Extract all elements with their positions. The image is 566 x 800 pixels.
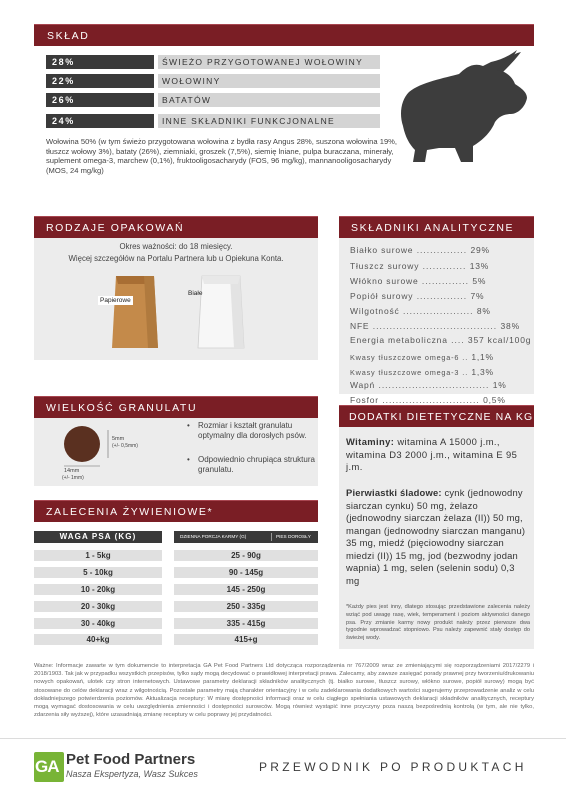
analytical-name: Wapń bbox=[350, 380, 376, 390]
analytical-header bbox=[339, 216, 534, 238]
footer-brand: Pet Food Partners bbox=[66, 751, 196, 768]
feeding-weight-cell: 5 - 10kg bbox=[34, 567, 162, 578]
analytical-row bbox=[350, 276, 486, 286]
composition-pct: 24% bbox=[46, 114, 154, 128]
trace-block bbox=[346, 487, 530, 587]
analytical-name: Wilgotność bbox=[350, 306, 400, 316]
analytical-name: Kwasy tłuszczowe omega-3 bbox=[350, 368, 460, 377]
analytical-dots: ............................. bbox=[378, 395, 484, 405]
footer-guide-title: PRZEWODNIK PO PRODUKTACH bbox=[259, 760, 527, 774]
feeding-col-daily: DZIENNA PORCJA KARMY (G) bbox=[180, 534, 247, 539]
white-bag-label: Białe bbox=[188, 290, 203, 297]
composition-row bbox=[46, 114, 380, 128]
feeding-grams-cell: 25 - 90g bbox=[174, 550, 318, 561]
analytical-value: 8% bbox=[476, 306, 491, 316]
feeding-col-weight: WAGA PSA (KG) bbox=[34, 531, 162, 543]
analytical-value: 1,1% bbox=[471, 352, 494, 362]
kibble-bullet-1: Rozmiar i kształt granulatu optymalny dla dorosłych psów. bbox=[198, 421, 307, 440]
analytical-value: 0,5% bbox=[483, 395, 506, 405]
kibble-height-tol: (+/- 0,5mm) bbox=[112, 443, 138, 449]
analytical-name: Fosfor bbox=[350, 395, 379, 405]
analytical-value: 29% bbox=[470, 245, 490, 255]
analytical-row bbox=[350, 291, 484, 301]
analytical-value: 13% bbox=[469, 261, 490, 271]
composition-pct: 26% bbox=[46, 93, 154, 107]
analytical-row bbox=[350, 321, 520, 331]
analytical-dots: .. bbox=[459, 353, 472, 362]
feeding-col-divider bbox=[271, 533, 272, 541]
kibble-width: 14mm bbox=[64, 468, 80, 474]
analytical-value: 1% bbox=[492, 380, 507, 390]
trace-label: Pierwiastki śladowe: bbox=[346, 487, 442, 498]
analytical-dots: .... bbox=[447, 335, 468, 345]
kibble-title: WIELKOŚĆ GRANULATU bbox=[46, 402, 198, 414]
vitamins-text: witamina A 15000 j.m., witamina D3 2000 j.m., witamina E 95 j.m. bbox=[346, 436, 518, 472]
analytical-dots: .. bbox=[459, 368, 472, 377]
ingredients-text: Wołowina 50% (w tym świeżo przygotowana wołowina z bydła rasy Angus 28%, suszona wołowina 19%, tłuszcz wołowy 3%), bataty (26%), ziemniaki, groszek (7,5%), siemię lniane, pulpa buraczana, minerały, suplement omega-3, marchew (0,1%), fruktooligosacharydy (FOS, 96 mg/kg), mannanooligosacharydy (MOS, 24 mg/kg) bbox=[46, 137, 398, 175]
analytical-value: 7% bbox=[470, 291, 485, 301]
analytical-row bbox=[350, 261, 489, 271]
feeding-grams-cell: 415+g bbox=[174, 634, 318, 645]
feeding-grams-cell: 250 - 335g bbox=[174, 601, 318, 612]
logo-letters: GA bbox=[35, 757, 59, 776]
analytical-row bbox=[350, 352, 494, 362]
feeding-grams-cell: 145 - 250g bbox=[174, 584, 318, 595]
footer-logo bbox=[34, 752, 64, 782]
feeding-weight-cell: 20 - 30kg bbox=[34, 601, 162, 612]
analytical-dots: ..................................... bbox=[369, 321, 501, 331]
feeding-header bbox=[34, 500, 318, 522]
footer-divider bbox=[0, 738, 566, 739]
packaging-title: RODZAJE OPAKOWAŃ bbox=[46, 222, 185, 234]
feeding-grams-cell: 90 - 145g bbox=[174, 567, 318, 578]
feeding-weight-cell: 1 - 5kg bbox=[34, 550, 162, 561]
feeding-col-daily-wrap bbox=[174, 531, 318, 543]
analytical-dots: ............... bbox=[413, 245, 471, 255]
analytical-row bbox=[350, 367, 494, 377]
kibble-width-tol: (+/- 1mm) bbox=[62, 475, 84, 481]
more-info: Więcej szczegółów na Portalu Partnera lub u Opiekuna Konta. bbox=[68, 254, 284, 263]
feeding-col-adult: PIES DOROSŁY bbox=[276, 534, 311, 539]
composition-label: INNE SKŁADNIKI FUNKCJONALNE bbox=[158, 114, 380, 128]
analytical-dots: ..................... bbox=[399, 306, 477, 316]
feeding-title: ZALECENIA ŻYWIENIOWE* bbox=[46, 506, 214, 518]
analytical-name: Tłuszcz surowy bbox=[350, 261, 420, 271]
kibble-bullet-dot: • bbox=[187, 421, 190, 430]
composition-row bbox=[46, 55, 380, 69]
shelf-life: Okres ważności: do 18 miesięcy. bbox=[119, 242, 233, 251]
analytical-dots: ................................. bbox=[375, 380, 493, 390]
disclaimer-text: Ważne: Informacje zawarte w tym dokumencie to interpretacja GA Pet Food Partners Ltd dotycząca rozporządzenia nr 767/2009 wraz ze zmieniającymi się rozporządzeniami 2017/2279 i 2018/1903. Tak jak w przypadku wszystkich przepisów, tylko sądy mogą decydować o prawidłowej interpretacji prawa. Zalecamy, aby zawsze zasięgać porady prawnej przy tworzeniu/drukowaniu nowych opakowań, ulotek czy stron internetowych. Ustawowe parametry deklaracji składników analitycznych (tj. białko surowe, tłuszcz surowy, włókno surowe, popiół surowy) mogą być stosowane do celów deklaracji wraz z wilgotnością. Pozostałe parametry mają charakter orientacyjny i w celu zadeklarowania dodatkowych wartości sugerujemy przeprowadzenie analiz w celu dokładniejszego potwierdzenia poziomów. Aktualizacja receptury: W miarę dostępności informacji oraz w celu ciągłego spełniania ustawowych deklaracji składników analitycznych, receptury mogą wymagać dostosowania w celu uwzględnienia zmienności i dostępności surowców. Mogą również wystąpić inne przyczyny poza naszą bezpośrednią kontrolą (w tym, ale nie tylko, zdarzenia siły wyższej), które uzasadniają zmianę receptury w celu poprawy jej przydatności. bbox=[34, 663, 534, 719]
composition-pct: 22% bbox=[46, 74, 154, 88]
analytical-name: Włókno surowe bbox=[350, 276, 419, 286]
analytical-name: Energia metaboliczna bbox=[350, 335, 448, 345]
additives-title: DODATKI DIETETYCZNE NA KG: bbox=[349, 411, 538, 423]
white-bag-icon bbox=[194, 272, 248, 352]
analytical-value: 1,3% bbox=[471, 367, 494, 377]
feeding-weight-cell: 10 - 20kg bbox=[34, 584, 162, 595]
feeding-grams-cell: 335 - 415g bbox=[174, 618, 318, 629]
composition-label: ŚWIEŻO PRZYGOTOWANEJ WOŁOWINY bbox=[158, 55, 380, 69]
kibble-bullet-dot: • bbox=[187, 455, 190, 464]
analytical-dots: ............... bbox=[413, 291, 471, 301]
analytical-row bbox=[350, 335, 531, 345]
composition-row bbox=[46, 93, 380, 107]
analytical-row bbox=[350, 395, 506, 405]
vitamins-label: Witaminy: bbox=[346, 436, 395, 447]
kibble-height: 5mm bbox=[112, 436, 125, 442]
additives-header bbox=[339, 405, 538, 427]
analytical-name: Kwasy tłuszczowe omega-6 bbox=[350, 353, 460, 362]
trace-text: cynk (jednowodny siarczan cynku) 50 mg, żelazo (jednowodny siarczan żelaza (II)) 50 mg, mangan (jednowodny siarczan manganu) 35 mg, miedź (pięciowodny siarczan miedzi (II)) 15 mg, jod (bezwodny jodan wapnia) 1 mg, selen (selenin sodu) 0,3 mg bbox=[346, 487, 526, 586]
analytical-dots: ............. bbox=[419, 261, 470, 271]
bull-icon bbox=[395, 48, 535, 163]
feeding-footnote: *Każdy pies jest inny, dlatego stosując przedstawione zalecenia należy wziąć pod uwagę rasę, wiek, temperament i poziom aktywności danego psa. Przy zmianie karmy nowy produkt należy przez pierwsze dwa tygodnie wprowadzać stopniowo. Psu należy zapewnić stały dostęp do świeżej wody. bbox=[346, 604, 530, 642]
analytical-name: NFE bbox=[350, 321, 370, 331]
analytical-row bbox=[350, 306, 491, 316]
kibble-header bbox=[34, 396, 318, 418]
composition-header bbox=[34, 24, 534, 46]
analytical-name: Popiół surowy bbox=[350, 291, 414, 301]
kibble-bullet-2: Odpowiednio chrupiąca struktura granulatu. bbox=[198, 455, 315, 474]
composition-title: SKŁAD bbox=[47, 30, 90, 42]
analytical-name: Białko surowe bbox=[350, 245, 414, 255]
analytical-row bbox=[350, 245, 490, 255]
feeding-weight-cell: 30 - 40kg bbox=[34, 618, 162, 629]
vitamins-block bbox=[346, 436, 530, 474]
packaging-header bbox=[34, 216, 318, 238]
paper-bag-icon bbox=[108, 272, 162, 352]
composition-row bbox=[46, 74, 380, 88]
analytical-value: 357 kcal/100g bbox=[467, 335, 532, 345]
paper-bag-label: Papierowe bbox=[100, 297, 131, 304]
analytical-dots: .............. bbox=[418, 276, 473, 286]
kibble-icon bbox=[44, 424, 134, 476]
analytical-value: 38% bbox=[500, 321, 520, 331]
analytical-row bbox=[350, 380, 507, 390]
analytical-value: 5% bbox=[472, 276, 487, 286]
footer-tagline: Nasza Ekspertyza, Wasz Sukces bbox=[66, 769, 198, 779]
analytical-title: SKŁADNIKI ANALITYCZNE bbox=[351, 222, 515, 234]
composition-pct: 28% bbox=[46, 55, 154, 69]
feeding-weight-cell: 40+kg bbox=[34, 634, 162, 645]
composition-label: BATATÓW bbox=[158, 93, 380, 107]
composition-label: WOŁOWINY bbox=[158, 74, 380, 88]
